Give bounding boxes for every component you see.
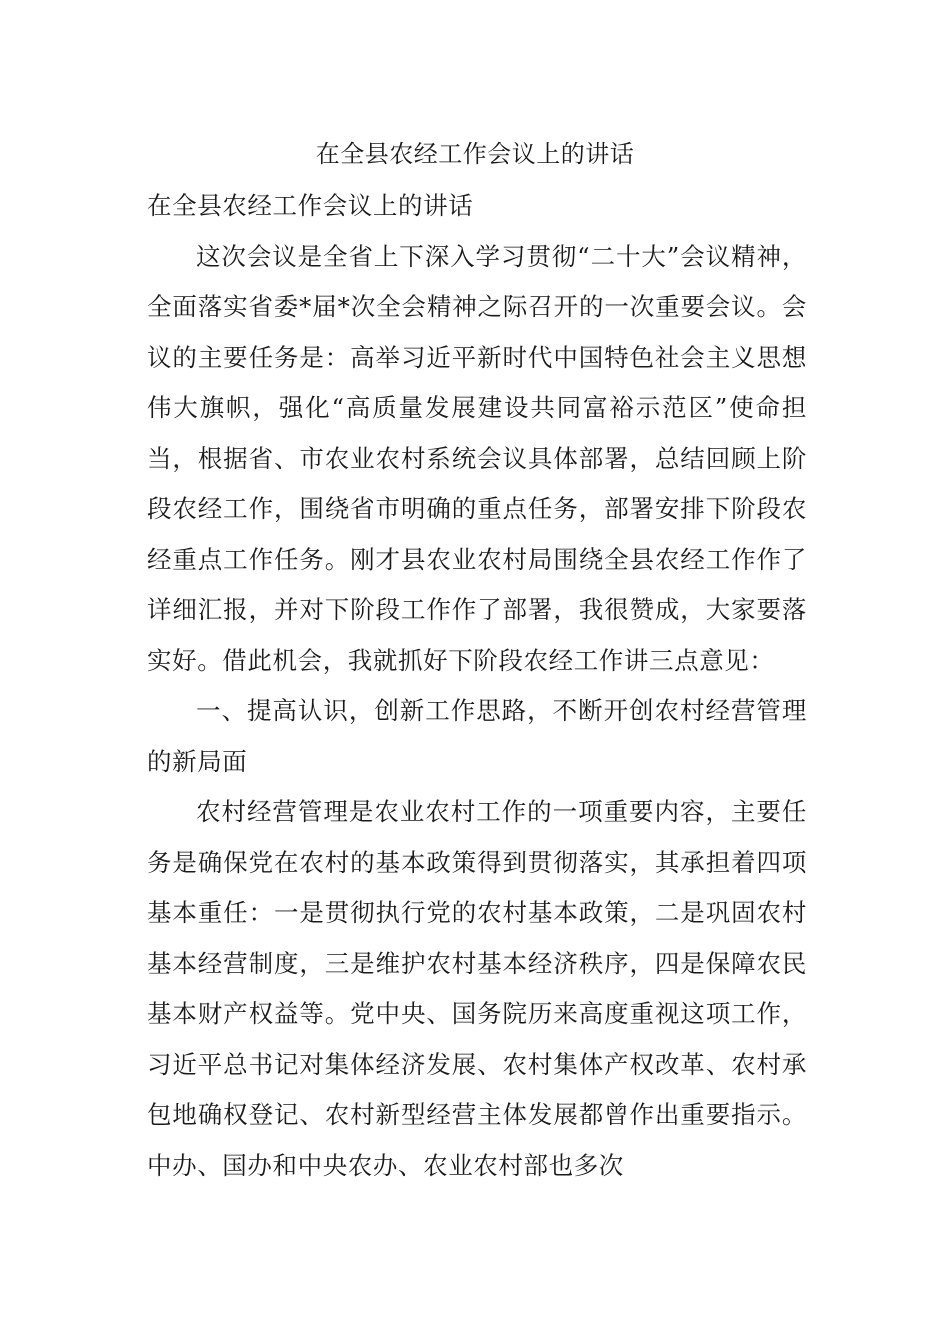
document-body [147, 181, 807, 1191]
paragraph-intro: 这次会议是全省上下深入学习贯彻“二十大”会议精神，全面落实省委*届*次全会精神之际召开的一次重要会议。会议的主要任务是：高举习近平新时代中国特色社会主义思想伟大旗帜，强化“高质量发展建设共同富裕示范区”使命担当，根据省、市农业农村系统会议具体部署，总结回顾上阶段农经工作，围绕省市明确的重点任务，部署安排下阶段农经重点工作任务。刚才县农业农村局围绕全县农经工作作了详细汇报，并对下阶段工作作了部署，我很赞成，大家要落实好。借此机会，我就抓好下阶段农经工作讲三点意见： [147, 241, 807, 675]
paragraph-section-1: 农村经营管理是农业农村工作的一项重要内容，主要任务是确保党在农村的基本政策得到贯彻落实，其承担着四项基本重任：一是贯彻执行党的农村基本政策，二是巩固农村基本经营制度，三是维护农村基本经济秩序，四是保障农民基本财产权益等。党中央、国务院历来高度重视这项工作，习近平总书记对集体经济发展、农村集体产权改革、农村承包地确权登记、农村新型经营主体发展都曾作出重要指示。中办、国办和中央农办、农业农村部也多次 [147, 797, 807, 1180]
section-heading-1: 一、提高认识，创新工作思路，不断开创农村经营管理的新局面 [147, 696, 807, 776]
page-title: 在全县农经工作会议上的讲话 [315, 140, 635, 168]
subtitle-line: 在全县农经工作会议上的讲话 [147, 191, 474, 220]
